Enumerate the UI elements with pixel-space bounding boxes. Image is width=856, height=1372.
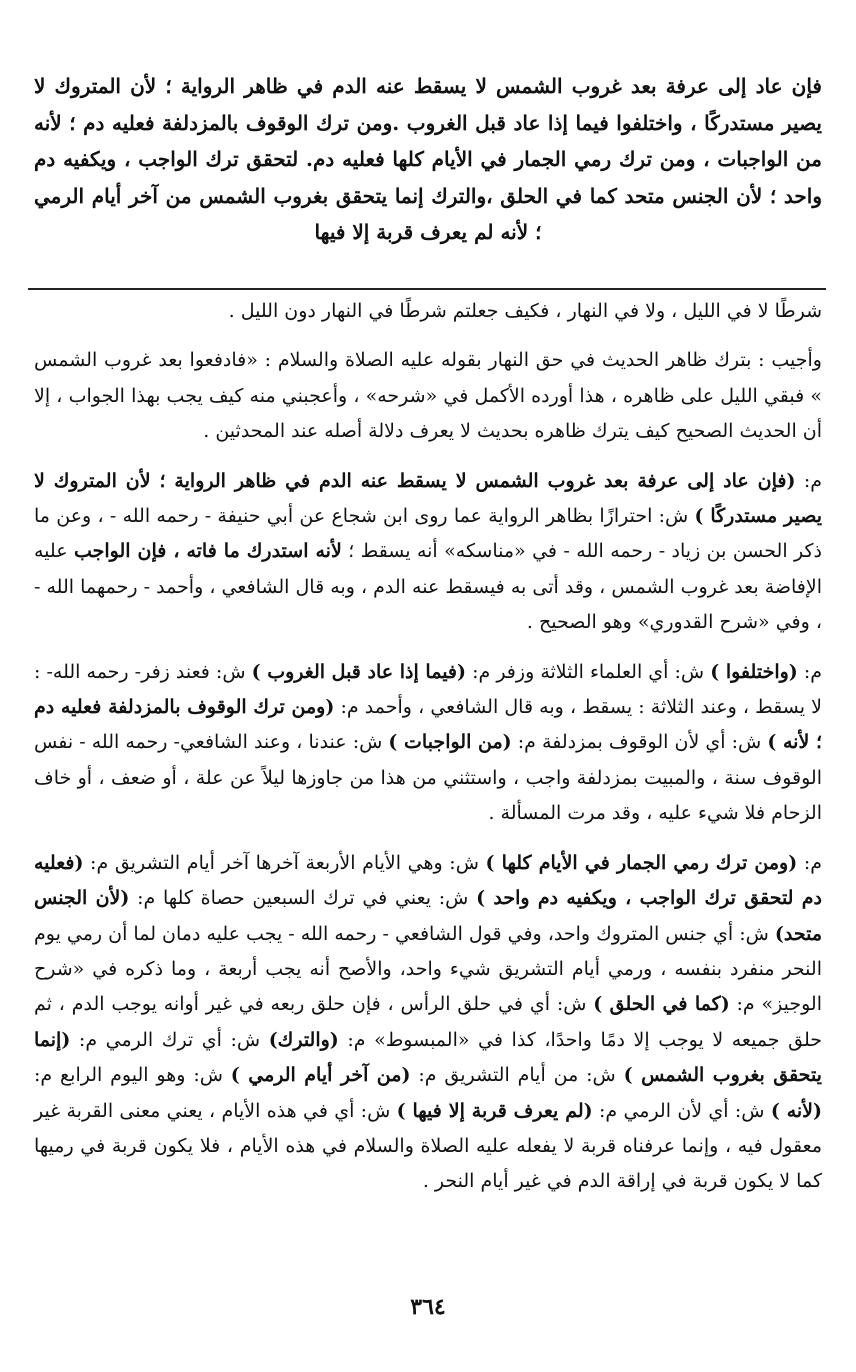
commentary-paragraph-4 (34, 655, 822, 832)
matn-quote: (والترك) (268, 1028, 339, 1051)
commentary-text: ش: وهي الأيام الأربعة آخرها آخر أيام التشريق م: (83, 851, 486, 874)
page-number: ٣٦٤ (410, 1294, 446, 1320)
matn-quote: (كما في الحلق ) (593, 993, 730, 1016)
matn-quote: (لأنه ) (770, 1099, 822, 1122)
commentary-text: ش: أي العلماء الثلاثة وزفر م: (466, 660, 711, 683)
matn-quote: (ومن ترك الوقوف بالمزدلفة فعليه دم ؛ لأنه ) (34, 696, 822, 754)
commentary-text: ش: احترازًا بظاهر الرواية عما روى ابن شجاع عن أبي حنيفة - رحمه الله - ، وعن ما ذكر الحسن بن زياد - رحمه الله - في «مناسكه» أنه يسقط ؛ (34, 505, 822, 563)
commentary-text: ش: وهو اليوم الرابع م: (34, 1064, 231, 1087)
commentary-text: ش: فعند زفر- رحمه الله- : لا يسقط ، وعند الثلاثة : يسقط ، وبه قال الشافعي ، وأحمد م: (34, 660, 823, 719)
matn-quote: (واختلفوا ) (710, 660, 798, 683)
matn-quote: (من الواجبات ) (388, 731, 512, 754)
commentary-text: ش: يعني في ترك السبعين حصاة كلها م: (129, 887, 477, 910)
commentary-text: ش: أي جنس المتروك واحد، وفي قول الشافعي - رحمه الله - يجب عليه دمان لما أن رمي يوم النحر منفرد بنفسه ، ورمي أيام التشريق شيء واحد، والأصح أنه يجب أربعة ، وما ذكره في «شرح الوجيز» م: (34, 922, 822, 1016)
commentary-paragraph-2: وأجيب : بترك ظاهر الحديث في حق النهار بقوله عليه الصلاة والسلام : «فادفعوا بعد غروب الشمس » فبقي الليل على ظاهره ، هذا أورده الأكمل في «شرحه» ، وأعجبني منه كيف يجب بهذا الجواب ، إلا أن الحديث الصحيح كيف يترك ظاهره بحديث لا يعرف دلالة أصله عند المحدثين . (34, 349, 822, 443)
commentary-text: م: (797, 851, 822, 874)
commentary-text: ش: أي ترك الرمي م: (70, 1028, 269, 1051)
matn-quote: (ومن ترك رمي الجمار في الأيام كلها ) (485, 851, 798, 874)
matn-quote: (فعليه دم لتحقق ترك الواجب ، ويكفيه دم واحد ) (34, 851, 823, 910)
matn-quote: (فيما إذا عاد قبل الغروب ) (251, 660, 467, 683)
commentary-text: ش: من أيام التشريق م: (410, 1064, 624, 1087)
commentary-paragraph-1: شرطًا لا في الليل ، ولا في النهار ، فكيف جعلتم شرطًا في النهار دون الليل . (228, 300, 822, 322)
matn-quote: (إنما يتحقق بغروب الشمس ) (34, 1028, 822, 1087)
commentary-paragraph-5 (34, 846, 822, 1200)
commentary-text: ش: أي لأن الوقوف بمزدلفة م: (511, 731, 768, 754)
matn-quote: لأنه استدرك ما فاته ، فإن الواجب (73, 540, 342, 563)
commentary-text: م: (795, 469, 822, 492)
separator-rule (28, 288, 826, 290)
matn-quote: (لم يعرف قربة إلا فيها ) (396, 1099, 593, 1122)
commentary-text: ش: أي في هذه الأيام ، يعني معنى القربة غير معقول فيه ، وإنما عرفناه قربة لا يفعله عليه الصلاة والسلام في هذه الأيام ، فلا يكون قربة في رميها كما لا يكون قربة في إراقة الدم في غير أيام النحر . (34, 1099, 822, 1193)
commentary-text: ش: أي في حلق الرأس ، فإن حلق ربعه في غير أوانه يوجب الدم ، ثم حلق جميعه لا يوجب إلا دمًا واحدًا، كذا في «المبسوط» م: (34, 993, 822, 1051)
commentary-text: م: (797, 660, 823, 683)
matn-quote: (لأن الجنس متحد) (34, 887, 822, 945)
matn-quote: (فإن عاد إلى عرفة بعد غروب الشمس لا يسقط عنه الدم في ظاهر الرواية ؛ لأن المتروك لا يصير مستدركًا ) (34, 469, 822, 528)
commentary-text: ش: عندنا ، وعند الشافعي- رحمه الله - نفس الوقوف سنة ، والمبيت بمزدلفة واجب ، واستثني من هذا من جاوزها ليلاً عن علة ، أو ضعف ، أو خاف الزحام فلا شيء عليه ، وقد مرت المسألة . (34, 731, 822, 825)
commentary (34, 294, 822, 1214)
commentary-text: ش: أي لأن الرمي م: (592, 1099, 771, 1122)
matn-text: فإن عاد إلى عرفة بعد غروب الشمس لا يسقط عنه الدم في ظاهر الرواية ؛ لأن المتروك لا يصير مستدركًا ، واختلفوا فيما إذا عاد قبل الغروب .ومن ترك الوقوف بالمزدلفة فعليه دم ؛ لأنه من الواجبات ، ومن ترك رمي الجمار في الأيام كلها فعليه دم. لتحقق ترك الواجب ، ويكفيه دم واحد ؛ لأن الجنس متحد كما في الحلق ،والترك إنما يتحقق بغروب الشمس من آخر أيام الرمي ؛ لأنه لم يعرف قربة إلا فيها (34, 74, 822, 244)
matn-quote: (من آخر أيام الرمي ) (230, 1064, 411, 1087)
commentary-paragraph-3 (34, 464, 822, 641)
commentary-text: عليه الإفاضة بعد غروب الشمس ، وقد أتى به فيسقط عنه الدم ، وبه قال الشافعي ، وأحمد - رحمهما الله - ، وفي «شرح القدوري» وهو الصحيح . (34, 540, 822, 634)
